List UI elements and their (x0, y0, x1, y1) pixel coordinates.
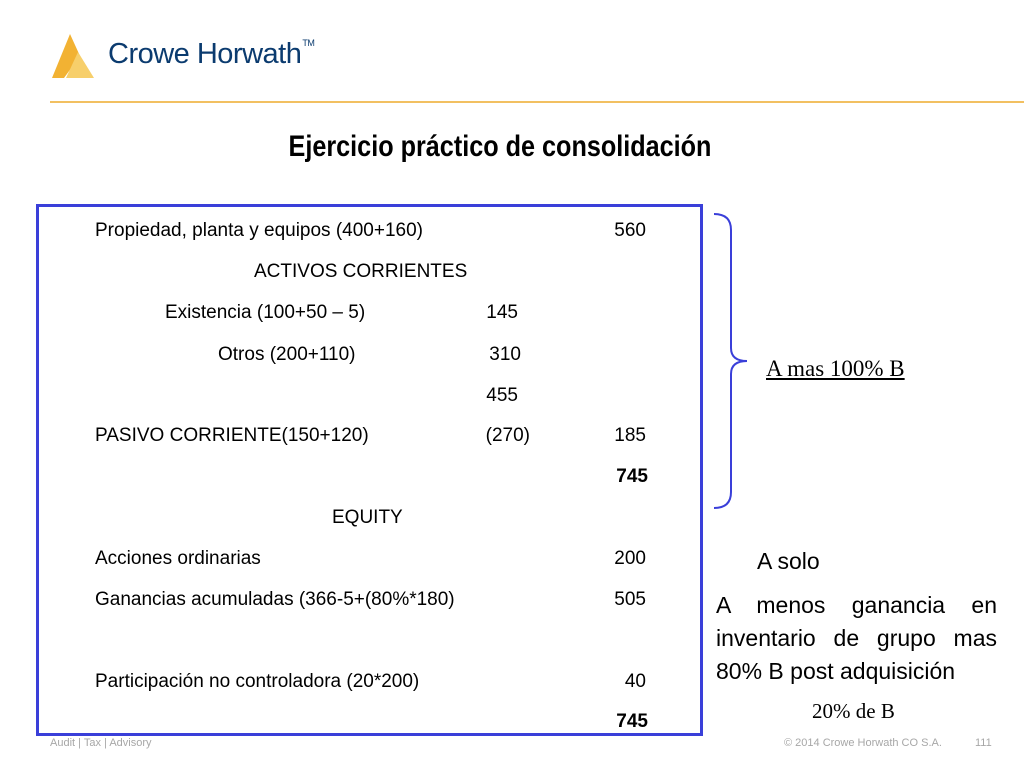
working-capital-value: 185 (614, 425, 646, 446)
footer-copyright: © 2014 Crowe Horwath CO S.A. (784, 737, 942, 749)
retained-earnings-value: 505 (614, 589, 646, 610)
annotation-pct-b: 20% de B (812, 699, 895, 723)
current-assets-heading: ACTIVOS CORRIENTES (254, 261, 468, 282)
brand-text: Crowe Horwath (108, 38, 302, 70)
shares-value: 200 (614, 548, 646, 569)
ppe-value: 560 (614, 220, 646, 241)
annotation-a-mas: A mas 100% B (766, 356, 905, 381)
annotation-a-solo: A solo (757, 548, 820, 574)
current-liabilities-value: (270) (485, 425, 530, 446)
current-assets-subtotal: 455 (486, 385, 518, 406)
crowe-logo-icon (50, 32, 102, 80)
ppe-label: Propiedad, planta y equipos (400+160) (95, 220, 423, 241)
inventory-label: Existencia (100+50 – 5) (165, 302, 366, 323)
nci-label: Participación no controladora (20*200) (95, 671, 420, 692)
trademark: TM (302, 38, 315, 48)
retained-earnings-label: Ganancias acumuladas (366-5+(80%*180) (95, 589, 455, 610)
total-equity-value: 745 (616, 711, 648, 732)
shares-label: Acciones ordinarias (95, 548, 261, 569)
page-number: 111 (975, 737, 992, 749)
current-liabilities-label: PASIVO CORRIENTE(150+120) (95, 425, 369, 446)
annotation-a-menos: A menos ganancia en inventario de grupo mas 80% B post adquisición (716, 592, 997, 684)
inventory-value: 145 (486, 302, 518, 323)
slide-title: Ejercicio práctico de consolidación (288, 130, 712, 163)
nci-value: 40 (624, 671, 646, 692)
brand-name (108, 38, 314, 71)
footer-tagline: Audit | Tax | Advisory (50, 737, 152, 749)
total-assets-value: 745 (616, 466, 648, 487)
equity-heading: EQUITY (332, 507, 403, 528)
other-label: Otros (200+110) (218, 344, 356, 365)
header-divider (50, 101, 1024, 103)
right-brace-icon (711, 212, 751, 510)
other-value: 310 (489, 344, 521, 365)
